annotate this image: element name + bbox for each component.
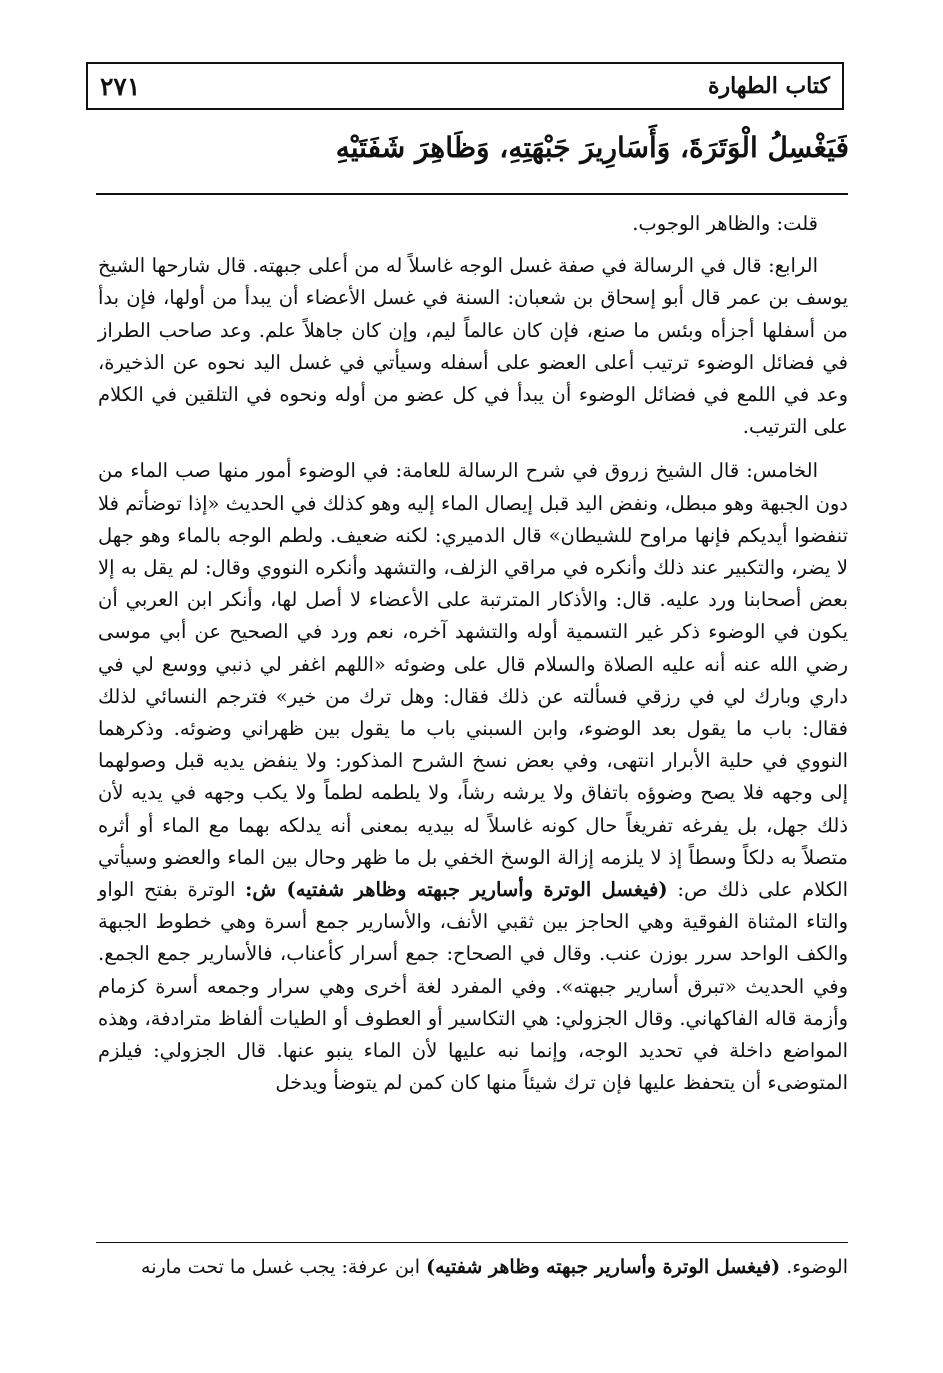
page-number: ٢٧١ [100,72,141,101]
book-title: كتاب الطهارة [707,73,830,99]
matn-quote-bold: (فيغسل الوترة وأسارير جبهته وظاهر شفتيه) ش: [245,878,668,902]
paragraph-fourth: الرابع: قال في الرسالة في صفة غسل الوجه غاسلاً له من أعلى جبهته. قال شارحها الشيخ يوسف بن عمر قال أبو إسحاق بن شعبان: السنة في غسل الأعضاء أن يبدأ من أولها، فإن بدأ من أسفلها أجزأه وبئس ما صنع، فإن كان عالماً ليم، وإن كان جاهلاً علم. وعد صاحب الطراز في فضائل الوضوء ترتيب أعلى العضو على أسفله وسيأتي في غسل اليد نحوه عن الذخيرة، وعد في اللمع في فضائل الوضوء أن يبدأ في كل عضو من أوله ونحوه في التلقين في الكلام على الترتيب. [98,254,848,439]
paragraph-qult: قلت: والظاهر الوجوب. [632,212,818,235]
footnote-rest: ابن عرفة: يجب غسل ما تحت مارنه [141,1256,421,1278]
paragraph-fifth [98,455,848,1099]
running-header [86,62,844,110]
footnote-bold-quote: (فيغسل الوترة وأسارير جبهته وظاهر شفتيه) [426,1256,781,1278]
paragraph-fifth-part-b: الوترة بفتح الواو والتاء المثناة الفوقية وهي الحاجز بين ثقبي الأنف، والأسارير جمع أسرة وهي خطوط الجبهة والكف الواحد سرر بوزن عنب. وقال في الصحاح: جمع أسرار كأعناب، فالأسارير جمع الجمع. وفي الحديث «تبرق أسارير جبهته». وفي المفرد لغة أخرى وهي سرار وجمعه أسرة كزمام وأزمة قاله الفاكهاني. وقال الجزولي: هي التكاسير أو العطوف أو الطيات ألفاظ مترادفة، وهذه المواضع داخلة في تحديد الوجه، وإنما نبه عليها لأن الماء ينبو عنها. قال الجزولي: فيلزم المتوضىء أن يتحفظ عليها فإن ترك شيئاً منها كان كمن لم يتوضأ ويدخل [98,878,848,1095]
divider-top [96,193,848,195]
matn-text: فَيَغْسِلُ الْوَتَرَةَ، وَأَسَارِيرَ جَبْهَتِهِ، وَظَاهِرَ شَفَتَيْهِ [335,131,849,164]
footnote-lead: الوضوء. [786,1256,848,1278]
divider-footnote [96,1242,848,1243]
footnote [98,1252,848,1282]
commentary-body [98,208,848,1111]
paragraph-fifth-part-a: الخامس: قال الشيخ زروق في شرح الرسالة للعامة: في الوضوء أمور منها صب الماء من دون الجبهة وهو مبطل، ونفض اليد قبل إيصال الماء إليه وهو كذلك في الحديث «إذا توضأتم فلا تنفضوا أيديكم فإنها مراوح للشيطان» قال الدميري: لكنه ضعيف. ولطم الوجه بالماء وهو جهل لا يضر، والتكبير عند ذلك وأنكره في مراقي الزلف، والتشهد وأنكره النووي وقال: لم يقل به إلا بعض أصحابنا ورد عليه. قال: والأذكار المترتبة على الأعضاء لا أصل لها، وأنكر ابن العربي أن يكون في الوضوء ذكر غير التسمية أوله والتشهد آخره، نعم ورد في الصحيح عن أبي موسى رضي الله عنه أنه عليه الصلاة والسلام قال على وضوئه «اللهم اغفر لي ذنبي ووسع لي في داري وبارك لي في رزقي فسألته عن ذلك فقال: وهل ترك من خير» فترجم النسائي لذلك فقال: باب ما يقول بعد الوضوء، وابن السبني باب ما يقول بين ظهراني وضوئه. وذكرهما النووي في حلية الأبرار انتهى، وفي بعض نسخ الشرح المذكور: ولا ينفض يديه قبل وصولهما إلى وجهه فلا يصح وضوؤه باتفاق ولا يرشه رشاً، ولا يلطمه لطماً ولا يكب وجهه في يديه لأن ذلك جهل، بل يفرغه تفريغاً حال كونه غاسلاً له بيديه بمعنى أنه يدلكه بهما مع الماء أو أثره متصلاً به دلكاً وسطاً إذ لا يلزمه إزالة الوسخ الخفي بل ما ظهر وحال بين الماء والعضو وسيأتي الكلام على ذلك ص: [98,459,849,902]
